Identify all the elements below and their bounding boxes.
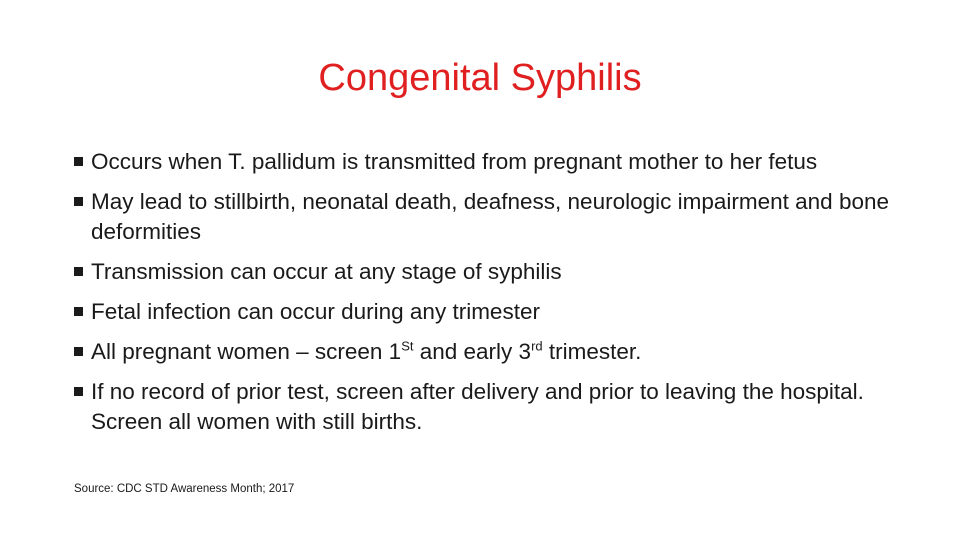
square-bullet-icon — [74, 197, 83, 206]
bullet-list — [74, 147, 904, 447]
bullet-text: Fetal infection can occur during any trimester — [91, 299, 540, 324]
bullet-text: Transmission can occur at any stage of syphilis — [91, 259, 562, 284]
square-bullet-icon — [74, 387, 83, 396]
bullet-text: May lead to stillbirth, neonatal death, deafness, neurologic impairment and bone deformities — [91, 189, 889, 244]
bullet-item — [74, 257, 904, 287]
bullet-text-part: All pregnant women – screen 1 — [91, 339, 402, 364]
square-bullet-icon — [74, 307, 83, 316]
square-bullet-icon — [74, 267, 83, 276]
bullet-item — [74, 297, 904, 327]
bullet-item — [74, 147, 904, 177]
bullet-text: If no record of prior test, screen after delivery and prior to leaving the hospital. Screen all women with still births. — [91, 379, 864, 434]
bullet-text-part: trimester. — [542, 339, 642, 364]
slide-title: Congenital Syphilis — [318, 57, 642, 99]
bullet-item — [74, 337, 904, 367]
ordinal-superscript: St — [401, 338, 414, 354]
bullet-item — [74, 377, 904, 437]
source-citation: Source: CDC STD Awareness Month; 2017 — [74, 483, 295, 495]
ordinal-superscript: rd — [531, 338, 543, 354]
bullet-item — [74, 187, 904, 247]
bullet-text: Occurs when T. pallidum is transmitted from pregnant mother to her fetus — [91, 149, 818, 174]
bullet-text-part: and early 3 — [413, 339, 532, 364]
square-bullet-icon — [74, 347, 83, 356]
square-bullet-icon — [74, 157, 83, 166]
